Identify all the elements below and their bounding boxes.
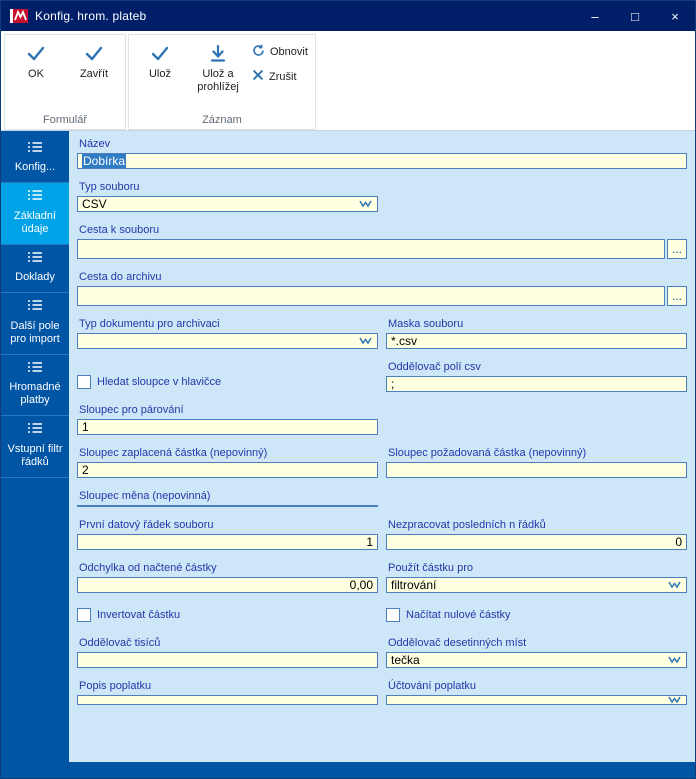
pouzit-castku-combobox[interactable] <box>386 577 687 593</box>
checkbox-label: Načítat nulové částky <box>406 609 511 621</box>
maska-souboru-input[interactable] <box>386 333 687 349</box>
check-icon <box>83 42 105 66</box>
sidebar-item-label: Vstupní filtr řádků <box>7 442 63 468</box>
field-nacitat-nulove <box>386 605 687 625</box>
input-value: 0 <box>675 535 682 549</box>
typ-souboru-combobox[interactable] <box>77 196 378 212</box>
sidebar-item-vstupni-filtr-radku[interactable] <box>1 416 69 478</box>
sidebar-item-hromadne-platby[interactable] <box>1 355 69 417</box>
ok-button[interactable] <box>8 37 64 111</box>
check-icon <box>25 42 47 66</box>
input-value: 1 <box>82 420 89 434</box>
uloz-a-prohlizej-button-label: Ulož a prohlížej <box>197 68 239 93</box>
field-oddelovac-tisicu <box>77 637 378 668</box>
main-area <box>1 131 695 762</box>
field-prvni-radek <box>77 519 378 550</box>
hledat-sloupce-checkbox[interactable] <box>77 375 91 389</box>
sloupec-pozadovana-input[interactable] <box>386 462 687 478</box>
form-content <box>69 131 695 762</box>
chevron-down-icon[interactable] <box>357 200 373 208</box>
field-label: Sloupec pro párování <box>79 404 184 416</box>
field-label: Oddělovač desetinných míst <box>388 637 527 649</box>
field-label: Popis poplatku <box>79 680 152 692</box>
cesta-k-souboru-input[interactable] <box>77 239 665 259</box>
input-value: 1 <box>366 535 373 549</box>
field-label: Nezpracovat posledních n řádků <box>388 519 546 531</box>
sloupec-zaplacena-input[interactable] <box>77 462 378 478</box>
field-label: Účtování poplatku <box>388 680 477 692</box>
field-oddelovac-poli <box>386 361 687 392</box>
list-icon <box>27 141 43 157</box>
field-label: Oddělovač polí csv <box>388 361 481 373</box>
field-cesta-k-souboru <box>77 224 687 259</box>
check-icon <box>149 42 171 66</box>
selected-text: Dobírka <box>83 154 126 168</box>
chevron-down-icon[interactable] <box>666 656 682 664</box>
field-label: Název <box>79 138 111 150</box>
obnovit-button[interactable] <box>252 44 308 60</box>
field-label: Sloupec požadovaná částka (nepovinný) <box>388 447 587 459</box>
field-label: První datový řádek souboru <box>79 519 214 531</box>
close-x-icon <box>252 69 264 84</box>
field-nazev <box>77 138 687 169</box>
input-value: ; <box>391 377 395 391</box>
checkbox-label: Hledat sloupce v hlavičce <box>97 376 222 388</box>
list-icon <box>27 422 43 438</box>
list-icon <box>27 361 43 377</box>
bottom-strip <box>1 762 695 778</box>
field-label: Sloupec měna (nepovinná) <box>79 490 211 502</box>
field-label: Typ souboru <box>79 181 140 193</box>
chevron-down-icon[interactable] <box>666 581 682 589</box>
sidebar-item-dalsi-pole-pro-import[interactable] <box>1 293 69 355</box>
combobox-value: filtrování <box>391 578 437 592</box>
list-icon <box>27 189 43 205</box>
oddelovac-desetinnych-combobox[interactable] <box>386 652 687 668</box>
field-odchylka <box>77 562 378 593</box>
field-nezpracovat <box>386 519 687 550</box>
field-sloupec-mena <box>77 490 378 507</box>
field-label: Cesta do archivu <box>79 271 162 283</box>
titlebar <box>1 1 695 31</box>
sidebar-item-label: Doklady <box>15 271 55 284</box>
field-label: Typ dokumentu pro archivaci <box>79 318 220 330</box>
field-uctovani-poplatku <box>386 680 687 705</box>
zavrit-button[interactable] <box>66 37 122 111</box>
uloz-a-prohlizej-button[interactable] <box>190 37 246 111</box>
ok-button-label: OK <box>28 68 44 80</box>
ribbon-group-zaznam <box>128 34 316 130</box>
field-hledat-sloupce <box>77 361 378 392</box>
field-popis-poplatku <box>77 680 378 705</box>
field-typ-dokumentu <box>77 318 378 349</box>
nezpracovat-input[interactable] <box>386 534 687 550</box>
list-icon <box>27 299 43 315</box>
zavrit-button-label: Zavřít <box>79 68 109 80</box>
obnovit-button-label: Obnovit <box>270 46 308 58</box>
popis-poplatku-input[interactable] <box>77 695 378 705</box>
input-value: *.csv <box>391 334 418 348</box>
browse-button[interactable]: ... <box>667 239 687 259</box>
field-maska-souboru <box>386 318 687 349</box>
uctovani-poplatku-combobox[interactable] <box>386 695 687 705</box>
field-pouzit-castku <box>386 562 687 593</box>
field-label: Oddělovač tisíců <box>79 637 161 649</box>
sidebar-item-label: Základní údaje <box>13 209 57 235</box>
browse-button[interactable]: ... <box>667 286 687 306</box>
arrow-down-to-line-icon <box>207 42 229 66</box>
zrusit-button[interactable] <box>252 69 308 84</box>
input-value: 2 <box>82 463 89 477</box>
sidebar-item-zakladni-udaje[interactable] <box>1 183 69 245</box>
combobox-value: tečka <box>391 653 420 667</box>
ribbon-group-label: Formulář <box>42 114 87 126</box>
sidebar-item-konfig[interactable] <box>1 135 69 183</box>
window-title: Konfig. hrom. plateb <box>35 9 147 23</box>
minimize-button[interactable]: – <box>591 8 599 24</box>
ribbon-group-label: Záznam <box>202 114 242 126</box>
field-label: Maska souboru <box>388 318 464 330</box>
field-cesta-do-archivu <box>77 271 687 306</box>
odchylka-input[interactable] <box>77 577 378 593</box>
prvni-radek-input[interactable] <box>77 534 378 550</box>
nacitat-nulove-checkbox[interactable] <box>386 608 400 622</box>
sidebar-item-label: Konfig... <box>14 161 56 174</box>
uloz-button-label: Ulož <box>148 68 171 80</box>
sidebar <box>1 131 69 762</box>
nazev-input[interactable] <box>77 153 687 169</box>
field-invertovat <box>77 605 378 625</box>
field-sloupec-pozadovana <box>386 447 687 478</box>
field-label: Odchylka od načtené částky <box>79 562 217 574</box>
app-icon <box>10 9 28 23</box>
sidebar-item-label: Další pole pro import <box>10 319 60 345</box>
zrusit-button-label: Zrušit <box>269 70 297 83</box>
field-sloupec-zaplacena <box>77 447 378 478</box>
cesta-do-archivu-input[interactable] <box>77 286 665 306</box>
field-sloupec-parovani <box>77 404 378 435</box>
typ-dokumentu-combobox[interactable] <box>77 333 378 349</box>
field-label: Použít částku pro <box>388 562 473 574</box>
list-icon <box>27 251 43 267</box>
oddelovac-tisicu-input[interactable] <box>77 652 378 668</box>
sloupec-mena-input[interactable] <box>77 505 378 507</box>
close-button[interactable]: × <box>671 8 679 24</box>
ribbon <box>1 31 695 131</box>
field-label: Sloupec zaplacená částka (nepovinný) <box>79 447 268 459</box>
sidebar-item-doklady[interactable] <box>1 245 69 293</box>
maximize-button[interactable]: □ <box>631 8 639 24</box>
refresh-icon <box>252 44 265 60</box>
chevron-down-icon[interactable] <box>357 337 373 345</box>
field-oddelovac-desetinnych <box>386 637 687 668</box>
field-typ-souboru <box>77 181 378 212</box>
sloupec-parovani-input[interactable] <box>77 419 378 435</box>
input-value: 0,00 <box>349 578 373 592</box>
chevron-down-icon[interactable] <box>666 696 682 704</box>
checkbox-label: Invertovat částku <box>97 609 181 621</box>
ribbon-group-formular <box>4 34 126 130</box>
sidebar-item-label: Hromadné platby <box>9 381 61 407</box>
uloz-button[interactable] <box>132 37 188 111</box>
combobox-value: CSV <box>82 197 107 211</box>
invertovat-checkbox[interactable] <box>77 608 91 622</box>
oddelovac-poli-input[interactable] <box>386 376 687 392</box>
window-controls <box>575 1 695 31</box>
field-label: Cesta k souboru <box>79 224 160 236</box>
